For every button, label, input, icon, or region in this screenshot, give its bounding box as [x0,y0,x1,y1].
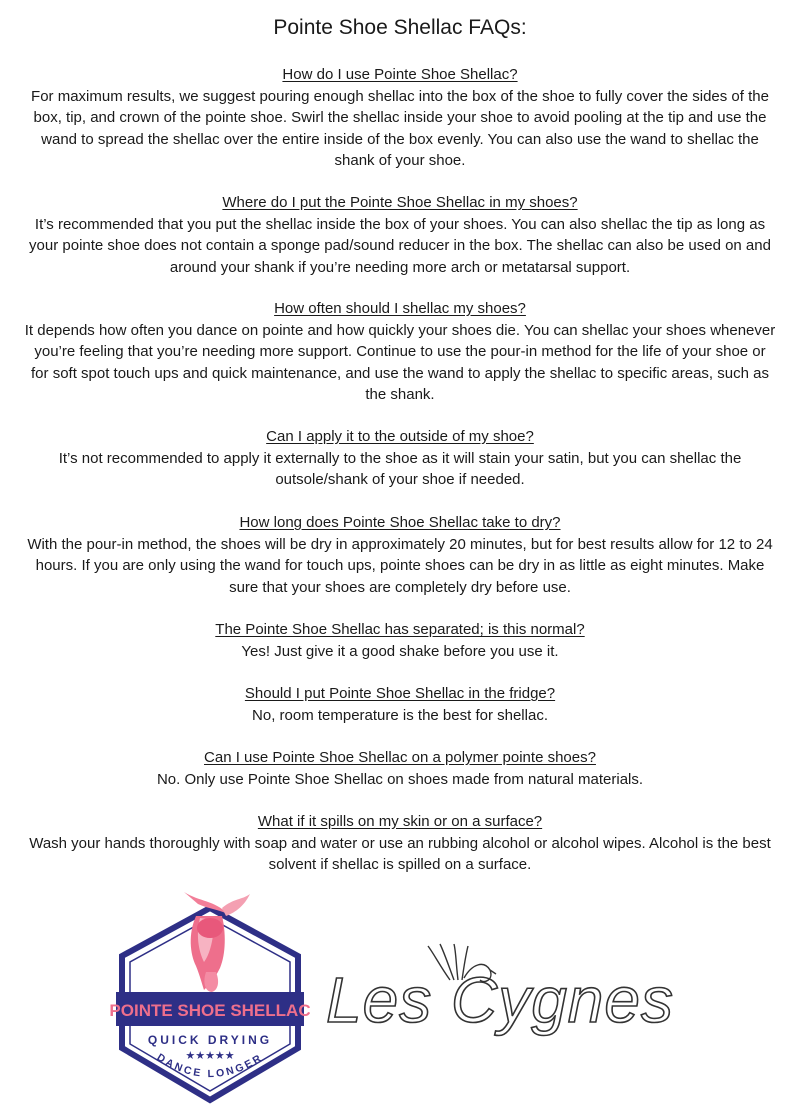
faq-question: How often should I shellac my shoes? [274,300,526,317]
faq-question: What if it spills on my skin or on a surface? [257,813,543,830]
faq-answer: No, room temperature is the best for shellac. [252,706,548,724]
logo-motto-path: DANCE LONGER [154,1051,266,1081]
page-title: Pointe Shoe Shellac FAQs: [273,16,527,39]
faq-answer: Wash your hands thoroughly with soap and water or use an rubbing alcohol or alcohol wipes. Alcohol is the best solvent if shellac is spilled on a surface. [29,834,771,873]
faq-question: Can I apply it to the outside of my shoe? [266,428,534,445]
faq-answer: No. Only use Pointe Shoe Shellac on shoes made from natural materials. [156,770,644,788]
faq-item [24,811,776,876]
faq-item [24,619,776,662]
logo-name-text: POINTE SHOE SHELLAC [110,1001,310,1020]
faq-question: How do I use Pointe Shoe Shellac? [282,66,518,83]
faq-item [24,192,776,278]
faq-answer: With the pour-in method, the shoes will be dry in approximately 20 minutes, but for best results allow for 12 to 24 hours. If you are only using the wand for touch ups, pointe shoes can be dry in as little as eight minutes. Make sure that your shoes are completely dry before use. [27,535,773,596]
faq-answer: It depends how often you dance on pointe and how quickly your shoes die. You can shellac your shoes whenever you’re feeling that you’re needing more support. Continue to use the pour-in method for the life of your shoe or for soft spot touch ups and quick maintenance, and use the wand to apply the shellac to specific areas, such as the shank. [24,321,776,403]
faq-answer: It’s not recommended to apply it externally to the shoe as it will stain your satin, but you can shellac the outsole/shank of your shoe if needed. [58,449,742,488]
shellac-badge-graphic [110,888,310,1108]
faq-question: Should I put Pointe Shoe Shellac in the fridge? [244,685,556,702]
faq-item [24,426,776,491]
les-cygnes-logo [320,940,680,1040]
faq-item [24,298,776,406]
faq-answer: It’s recommended that you put the shellac inside the box of your shoes. You can also shellac the tip as long as your pointe shoe does not contain a sponge pad/sound reducer in the box. The shellac can also be used on and around your shank if you’re needing more arch or metatarsal support. [29,215,771,276]
ribbon-icon [222,894,250,916]
les-cygnes-graphic [320,940,680,1040]
faq-answer: For maximum results, we suggest pouring enough shellac into the box of the shoe to fully cover the sides of the box, tip, and crown of the pointe shoe. Swirl the shellac inside your shoe to avoid pooling at the tip and use the wand to spread the shellac over the entire inside of the box evenly. You can also use the wand to shellac the shank of your shoe. [31,87,769,169]
faq-question: The Pointe Shoe Shellac has separated; is this normal? [215,621,585,638]
les-cygnes-wordmark: Les Cygnes [326,964,674,1036]
faq-item [24,512,776,598]
logo-stars: ★★★★★ [185,1050,235,1062]
faq-question: Can I use Pointe Shoe Shellac on a polymer pointe shoes? [204,749,596,766]
faq-answer: Yes! Just give it a good shake before you use it. [241,642,559,660]
faq-item [24,683,776,726]
faq-item [24,747,776,790]
faq-item [24,64,776,172]
faq-question: Where do I put the Pointe Shoe Shellac in my shoes? [222,194,578,211]
logo-tagline-text: QUICK DRYING [147,1033,273,1047]
faq-question: How long does Pointe Shoe Shellac take to dry? [239,514,561,531]
pointe-shoe-shellac-logo [110,888,310,1108]
